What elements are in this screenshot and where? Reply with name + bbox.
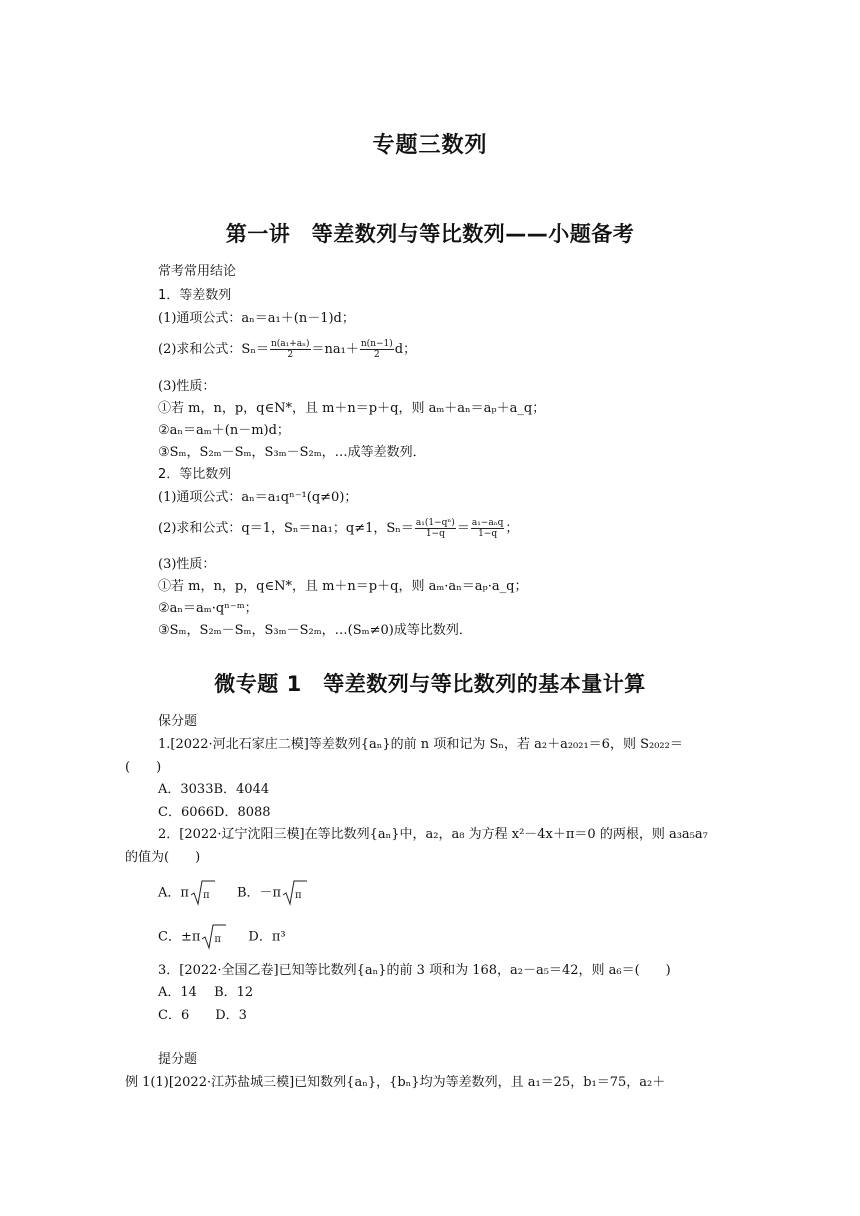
geo-heading: 2．等比数列: [158, 467, 232, 482]
page-title: 专题三数列: [372, 133, 488, 158]
sqrt-symbol: [200, 924, 226, 950]
arith-sum-fraction-2: [360, 339, 394, 360]
geo-sum-fraction-1: [415, 518, 456, 539]
fraction-denominator: 1−q: [425, 529, 445, 539]
radicand: π: [214, 934, 221, 945]
geo-sum-fraction-2: [471, 518, 505, 539]
sqrt-symbol: [189, 880, 215, 906]
arith-prop-3: ③Sₘ，S₂ₘ－Sₘ，S₃ₘ－S₂ₘ，…成等差数列．: [158, 445, 426, 460]
sqrt-symbol: [281, 880, 307, 906]
q1-options-ab: A．3033B．4044: [158, 782, 270, 797]
geo-prop-1: ①若 m，n，p，q∈N*，且 m＋n＝p＋q，则 aₘ·aₙ＝aₚ·a_q；: [158, 579, 528, 594]
radicand: π: [202, 890, 210, 901]
geo-sum-end: ；: [505, 521, 519, 536]
example-1-stem: 例 1(1)[2022·江苏盐城三模]已知数列{aₙ}，{bₙ}均为等差数列，且 a₁＝25，b₁＝75，a₂＋: [125, 1075, 666, 1090]
geo-prop-2: ②aₙ＝aₘ·qⁿ⁻ᵐ；: [158, 601, 258, 616]
arith-prop-label: (3)性质：: [158, 379, 216, 394]
radicand: π: [295, 890, 302, 901]
fraction-numerator: a₁(1−qⁿ): [415, 518, 455, 528]
geo-prop-3: ③Sₘ，S₂ₘ－Sₘ，S₃ₘ－S₂ₘ，…(Sₘ≠0)成等比数列．: [158, 623, 472, 638]
arith-prop-1: ①若 m，n，p，q∈N*，且 m＋n＝p＋q，则 aₘ＋aₙ＝aₚ＋a_q；: [158, 401, 546, 416]
q1-options-cd: C．6066D．8088: [158, 805, 271, 820]
geo-sum-eq: ＝: [456, 521, 470, 536]
q3-options-cd: C．6 D．3: [158, 1008, 247, 1023]
arith-sum-fraction-1: [270, 339, 311, 360]
arith-formula: aₙ＝a₁＋(n－1)d；: [241, 311, 355, 326]
q2-stem-continued: 的值为( ): [125, 850, 201, 865]
geo-sum-prefix: (2)求和公式：q＝1，Sₙ＝na₁；q≠1，Sₙ＝: [158, 521, 414, 536]
fraction-denominator: 1−q: [478, 529, 498, 539]
geo-formula: (1)通项公式：aₙ＝a₁qⁿ⁻¹(q≠0)；: [158, 490, 358, 505]
arith-sum-lhs: Sₙ＝: [241, 342, 269, 357]
fraction-numerator: n(a₁+aₙ): [270, 339, 310, 349]
fraction-denominator: 2: [373, 350, 380, 360]
fraction-denominator: 2: [287, 350, 294, 360]
q2-option-c: C．±π: [158, 929, 201, 945]
arith-formula-label: (1)通项公式：: [158, 311, 242, 326]
basic-heading: 保分题: [158, 714, 198, 729]
arith-sum-end: d；: [394, 342, 417, 357]
fraction-numerator: a₁−aₙq: [471, 518, 504, 528]
geo-prop-label: (3)性质：: [158, 557, 216, 572]
arith-formula-line: [158, 311, 355, 327]
q3-stem: 3．[2022·全国乙卷]已知等比数列{aₙ}的前 3 项和为 168，a₂－a₅＝42，则 a₆＝( ): [158, 963, 671, 978]
arith-sum-line: [158, 339, 416, 360]
arith-prop-2: ②aₙ＝aₘ＋(n－m)d；: [158, 423, 290, 438]
advanced-heading: 提分题: [158, 1052, 198, 1067]
conclusions-heading: 常考常用结论: [158, 264, 237, 279]
q1-stem: 1.[2022·河北石家庄二模]等差数列{aₙ}的前 n 项和记为 Sₙ，若 a₂＋a₂₀₂₁＝6，则 S₂₀₂₂＝: [158, 737, 683, 752]
lecture-title: 第一讲 等差数列与等比数列——小题备考: [225, 222, 635, 246]
q2-stem: 2．[2022·辽宁沈阳三模]在等比数列{aₙ}中，a₂，a₈ 为方程 x²－4x＋π＝0 的两根，则 a₃a₅a₇: [158, 827, 708, 842]
arith-sum-mid: ＝na₁＋: [311, 342, 359, 357]
arith-sum-label: (2)求和公式：: [158, 342, 242, 357]
geo-sum-line: [158, 518, 518, 539]
micro-topic-title: 微专题 1 等差数列与等比数列的基本量计算: [214, 672, 646, 696]
fraction-numerator: n(n−1): [360, 339, 393, 349]
q2-options-cd: [158, 924, 286, 951]
q2-options-ab: [158, 880, 307, 907]
q1-blank: ( ): [125, 760, 162, 775]
q2-option-b: B．－π: [236, 885, 282, 901]
arith-heading: 1．等差数列: [158, 288, 232, 303]
q2-option-a: A．π: [158, 885, 189, 901]
q2-option-d: D．π³: [248, 929, 286, 945]
q3-options-ab: A．14 B．12: [158, 985, 254, 1000]
